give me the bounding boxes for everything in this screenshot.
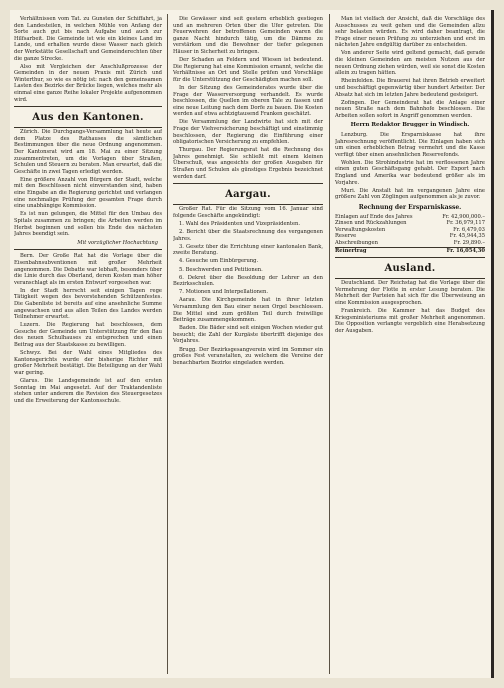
list-item: 5. Beschwerden und Petitionen. bbox=[179, 266, 263, 273]
page-edge-shadow bbox=[491, 10, 494, 678]
paragraph: Von anderer Seite wird geltend gemacht, daß gerade die kleinen Gemeinden am meisten Nutzen aus der neuen Ordnung ziehen würden, weil sie sonst die Kosten allein zu tragen hätten. bbox=[335, 50, 485, 77]
paragraph: Der Schaden an Feldern und Wiesen ist bedeutend. Die Regierung hat eine Kommission ernannt, welche die Verhältnisse an Ort und Stelle prüfen und Vorschläge für die Unterstützung der Geschädigten machen soll. bbox=[173, 57, 323, 83]
financial-value: Fr. 45,944,35 bbox=[449, 233, 485, 240]
financial-row bbox=[335, 240, 485, 247]
financial-value: Fr. 36,979,117 bbox=[446, 220, 485, 227]
signature: Mit vorzüglicher Hochachtung bbox=[77, 239, 158, 246]
column-middle bbox=[173, 16, 323, 672]
paragraph: Man ist vielfach der Ansicht, daß die Vorschläge des Ausschusses zu weit gehen und die Gemeinden allzu sehr belasten würden. Es wird daher beantragt, die Frage einer neuen Prüfung zu unterziehen und erst im nächsten Jahre endgültig darüber zu entscheiden. bbox=[335, 16, 485, 49]
financial-row bbox=[335, 220, 485, 227]
paragraph: In der Sitzung des Gemeinderates wurde über die Frage der Wasserversorgung verhandelt. Es wurde beschlossen, die Quellen im oberen Tale zu fassen und eine neue Leitung nach dem Dorfe zu bauen. Die Kosten werden auf etwa achtzigtausend Franken geschätzt. bbox=[173, 84, 323, 118]
paragraph: Also mit Vergleichen der Anschlußprozesse der Gemeinden in der neuen Praxis mit Zürich und Winterthur, so wie es nötig ist: nach den gemeinsamen Lasten des Bezirks der Brücke liegen, welches mehr als einmal eine ganze Reihe lokaler Projekte aufgenommen wird. bbox=[14, 63, 162, 103]
paragraph: Eine größere Anzahl von Bürgern der Stadt, welche mit den Beschlüssen nicht einverstanden sind, haben eine Eingabe an die Regierung gerichtet und verlangen eine nochmalige Prüfung der gesamten Frage durch eine unabhängige Kommission. bbox=[14, 176, 162, 210]
financial-label: Reserve bbox=[335, 233, 357, 240]
paragraph: Luzern. Die Regierung hat beschlossen, dem Gesuche der Gemeinde um Unterstützung für den Bau des neuen Schulhauses zu entsprechen und einen Beitrag aus der Staatskasse zu bewilligen. bbox=[14, 322, 162, 349]
paragraph: Schwyz. Bei der Wahl eines Mitgliedes des Kantonsgerichts wurde der bisherige Richter mit großer Mehrheit bestätigt. Die Beteiligung an der Wahl war gering. bbox=[14, 350, 162, 376]
list-item: 2. Bericht über die Staatsrechnung des vergangenen Jahres. bbox=[173, 229, 323, 242]
paragraph: Thurgau. Der Regierungsrat hat die Rechnung des Jahres genehmigt. Sie schließt mit einem kleinen Überschuß, was angesichts der großen Ausgaben für Straßen und Schulen als günstiges Ergebnis bezeichnet werden darf. bbox=[173, 147, 323, 180]
paragraph: Muri. Die Anstalt hat im vergangenen Jahre eine größere Zahl von Zöglingen aufgenommen als je zuvor. bbox=[335, 187, 485, 201]
paragraph: Die Versammlung der Landwirte hat sich mit der Frage der Viehversicherung beschäftigt und einstimmig beschlossen, der Regierung die Einführung einer obligatorischen Versicherung zu empfehlen. bbox=[173, 119, 323, 146]
paragraph: Wohlen. Die Strohindustrie hat im verflossenen Jahre einen guten Geschäftsgang gehabt. Der Export nach England und Amerika war bedeutend größer als im Vorjahre. bbox=[335, 159, 485, 186]
section-rule bbox=[14, 106, 162, 107]
paragraph: Frankreich. Die Kammer hat das Budget des Kriegsministeriums mit großer Mehrheit angenommen. Die Opposition verlangte vergeblich eine Herabsetzung der Ausgaben. bbox=[335, 307, 485, 334]
financial-label: Reinertrag bbox=[335, 247, 367, 254]
section-heading-foreign: Ausland. bbox=[384, 263, 436, 275]
paragraph: Großer Rat. Für die Sitzung vom 16. Januar sind folgende Geschäfte angekündigt: bbox=[173, 206, 323, 219]
paragraph: Rheinfelden. Die Brauerei hat ihren Betrieb erweitert und beschäftigt gegenwärtig über hundert Arbeiter. Der Absatz hat sich im letzten Jahre bedeutend gesteigert. bbox=[335, 78, 485, 98]
section-heading-aargau: Aargau. bbox=[225, 189, 271, 201]
financial-value: Fr. 16,054,30 bbox=[446, 247, 485, 254]
financial-label: Einlagen auf Ende des Jahres bbox=[335, 213, 413, 220]
financial-label: Zinsen und Rückzahlungen bbox=[335, 220, 407, 227]
financial-title: Rechnung der Ersparniskasse. bbox=[358, 203, 462, 211]
section-rule bbox=[173, 204, 323, 205]
paragraph: Es ist nun gelungen, die Mittel für den Umbau des Spitals zusammen zu bringen; die Arbeiten werden im Herbst beginnen und sollen bis Ende des nächsten Jahres beendigt sein. bbox=[14, 211, 162, 238]
column-divider bbox=[329, 14, 330, 674]
financial-statement bbox=[335, 205, 485, 254]
section-rule bbox=[173, 183, 323, 184]
section-heading-cantons: Aus den Kantonen. bbox=[32, 112, 144, 124]
list-item: 1. Wahl des Präsidenten und Vizepräsidenten. bbox=[179, 220, 301, 227]
financial-row bbox=[335, 214, 485, 221]
paragraph: Bern. Der Große Rat hat die Vorlage über die Eisenbahnsubventionen mit großer Mehrheit angenommen. Die Debatte war lebhaft, besonders über die Linie durch das Oberland, deren Kosten man höher veranschlagt als im ersten Entwurf vorgesehen war. bbox=[14, 253, 162, 286]
paragraph: Die Gewässer sind seit gestern erheblich gestiegen und an mehreren Orten über die Ufer getreten. Die Feuerwehren der betroffenen Gemeinden waren die ganze Nacht hindurch tätig, um die Dämme zu verstärken und die Bewohner der tiefer gelegenen Häuser in Sicherheit zu bringen. bbox=[173, 16, 323, 55]
section-rule bbox=[14, 127, 162, 128]
signature: Herrn Redaktor Brugger in Windisch. bbox=[350, 122, 470, 129]
section-rule bbox=[335, 278, 485, 279]
paragraph: Lenzburg. Die Ersparniskasse hat ihre Jahresrechnung veröffentlicht. Die Einlagen haben sich um einen erheblichen Betrag vermehrt und die Kasse verfügt über einen ansehnlichen Reservefonds. bbox=[335, 132, 485, 158]
financial-total-row bbox=[335, 247, 485, 255]
paragraph: Deutschland. Der Reichstag hat die Vorlage über die Vermehrung der Flotte in erster Lesung beraten. Die Mehrheit der Parteien hat sich für die Überweisung an eine Kommission ausgesprochen. bbox=[335, 280, 485, 306]
paragraph: Zofingen. Der Gemeinderat hat die Anlage einer neuen Straße nach dem Bahnhofe beschlossen. Die Arbeiten sollen sofort in Angriff genommen werden. bbox=[335, 99, 485, 119]
financial-label: Abschreibungen bbox=[335, 239, 378, 246]
paragraph: Glarus. Die Landsgemeinde ist auf den ersten Sonntag im Mai angesetzt. Auf der Traktandenliste stehen unter anderem die Revision des Steuergesetzes und die Erweiterung der Kantonsschule. bbox=[14, 378, 162, 404]
column-right bbox=[335, 16, 485, 672]
financial-value: Fr. 29,890.– bbox=[453, 239, 485, 246]
paragraph: Baden. Die Bäder sind seit einigen Wochen wieder gut besucht; die Zahl der Kurgäste übertrifft diejenige des Vorjahres. bbox=[173, 325, 323, 345]
paragraph: In der Stadt herrscht seit einigen Tagen rege Tätigkeit wegen des bevorstehenden Schützenfestes. Die Gabenliste ist bereits auf eine ansehnliche Summe angewachsen und aus allen Teilen des Landes werden Teilnehmer erwartet. bbox=[14, 287, 162, 321]
paragraph: Verhältnissen vom Tat. zu Gunsten der Schiffahrt, ja den Landesteilen, in welchen Mühle von Anfang der Sorte auch gut bis nach Aufgabe und auch zur Hilfsarbeit. Die Gemeinde ist wie ein kleines Land im Lande, und erhalten wurde diese Wasser nach gleich der Werkstätte Gesellschaft und Gemeinderechten über die ganze Strecke. bbox=[14, 16, 162, 62]
paragraph: Aarau. Die Kirchgemeinde hat in ihrer letzten Versammlung den Bau einer neuen Orgel beschlossen. Die Mittel sind zum größten Teil durch freiwillige Beiträge zusammengekommen. bbox=[173, 297, 323, 324]
list-item: 3. Gesetz über die Errichtung einer kantonalen Bank, zweite Beratung. bbox=[173, 243, 323, 257]
financial-row bbox=[335, 227, 485, 234]
financial-value: Fr. 42,900,000.– bbox=[442, 213, 485, 220]
financial-row bbox=[335, 233, 485, 240]
paragraph: Zürich. Die Durchgangs-Versammlung hat heute auf dem Platze des Rathauses die sämtlichen Bestimmungen über die neue Ordnung angenommen. Der Kantonsrat wird am 18. Mai zu einer Sitzung zusammentreten, um die Vorlagen über Straßen, Schulen und Steuern zu beraten. Man erwartet, daß die Geschäfte in zwei Tagen erledigt werden. bbox=[14, 129, 162, 175]
paragraph: Brugg. Der Bezirksgesangverein wird im Sommer ein großes Fest veranstalten, zu welchem die Vereine der benachbarten Bezirke eingeladen werden. bbox=[173, 346, 323, 366]
section-rule bbox=[335, 257, 485, 258]
list-item: 7. Motionen und Interpellationen. bbox=[179, 289, 269, 296]
list-item: 6. Dekret über die Besoldung der Lehrer an den Bezirksschulen. bbox=[173, 274, 323, 288]
section-rule bbox=[14, 249, 162, 250]
financial-value: Fr. 6,479,03 bbox=[453, 226, 485, 233]
column-divider bbox=[167, 14, 168, 674]
list-item: 4. Gesuche um Einbürgerung. bbox=[179, 258, 259, 265]
financial-label: Verwaltungskosten bbox=[335, 226, 386, 233]
column-left bbox=[14, 16, 162, 672]
newspaper-page bbox=[10, 10, 494, 678]
